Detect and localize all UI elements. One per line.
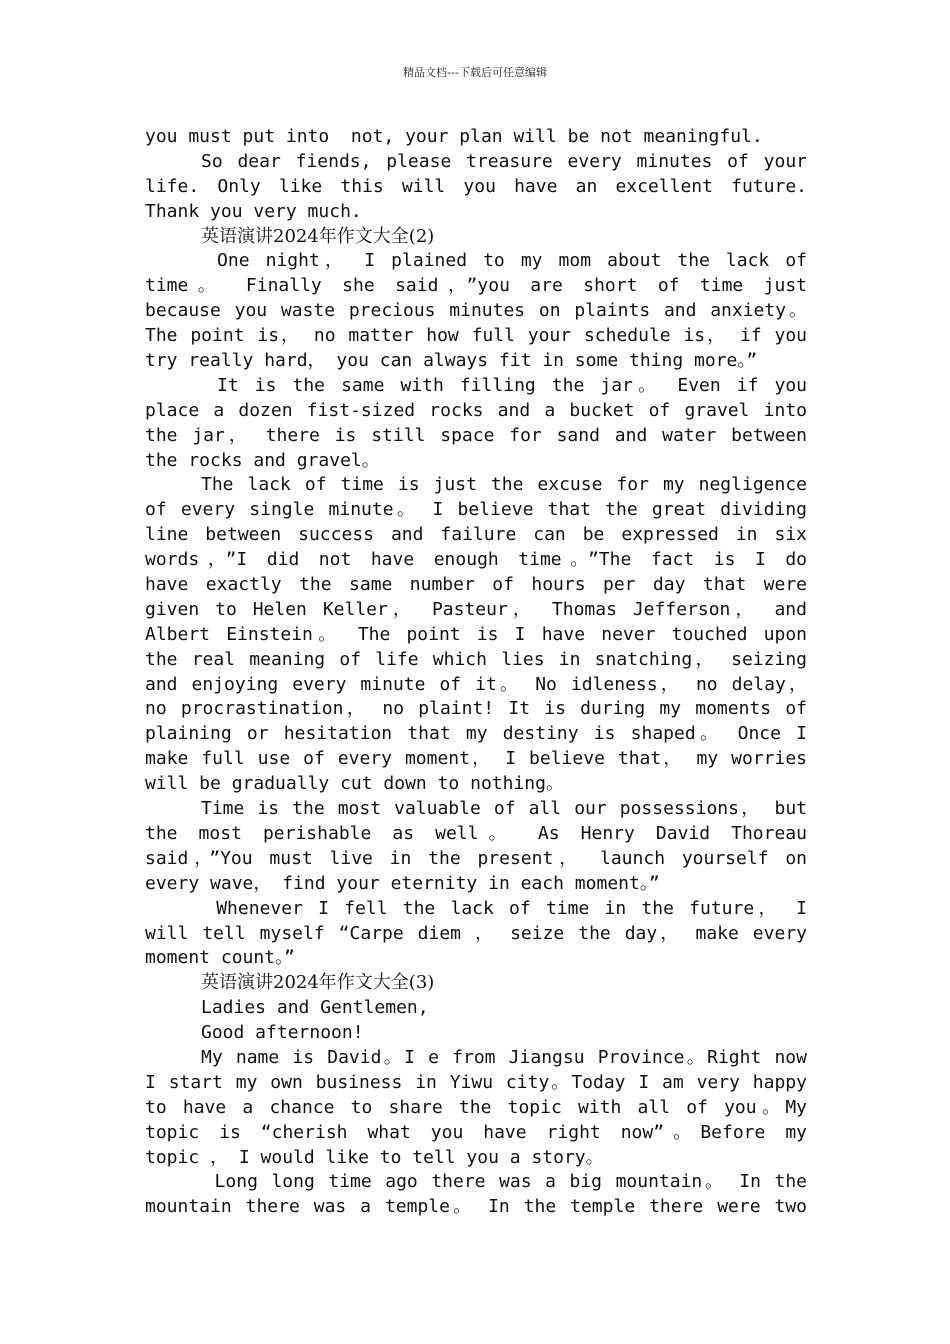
text-line: every wave， find your eternity in each moment。” [145,872,660,894]
text-line: because you waste precious minutes on plaints and anxiety。 [145,300,807,322]
text-line: topic ， I would like to tell you a story。 [145,1146,604,1168]
text-line: words，”I did not have enough time。”The fact is I do [145,549,807,571]
text-line: no procrastination， no plaint! It is during my moments of [145,698,807,720]
text-line: Ladies and Gentlemen, [201,997,429,1019]
text-line: mountain there was a temple。 In the temple there were two [145,1196,807,1218]
text-line: and enjoying every minute of it。 No idleness， no delay， [145,673,807,695]
text-line: My name is David。I e from Jiangsu Province。Right now [201,1046,807,1068]
text-line: will be gradually cut down to nothing。 [145,773,564,795]
text-line: you must put into not, your plan will be not meaningful. [145,126,763,147]
text-line: given to Helen Keller， Pasteur， Thomas Jefferson， and [145,598,807,620]
text-line: I start my own business in Yiwu city。Today I am very happy [145,1071,807,1093]
section-heading: 英语演讲2024年作文大全(2) [201,225,435,247]
text-line: It is the same with filling the jar。 Even if you [201,374,807,396]
text-line: have exactly the same number of hours per day that were [145,574,807,596]
text-line: topic is “cherish what you have right now”。Before my [145,1121,807,1143]
text-line: make full use of every moment， I believe that， my worries [145,748,807,770]
text-line: the most perishable as well。 As Henry David Thoreau [145,822,807,844]
text-line: Thank you very much. [145,200,362,222]
text-line: place a dozen fist-sized rocks and a bucket of gravel into [145,399,807,421]
text-line: Whenever I fell the lack of time in the future， I [201,897,807,919]
text-line: line between success and failure can be expressed in six [145,524,807,546]
text-line: of every single minute。 I believe that the great dividing [145,499,807,521]
text-line: life. Only like this will you have an excellent future. [145,175,807,197]
text-line: the rocks and gravel。 [145,449,380,471]
text-line: One night， I plained to my mom about the lack of [201,250,807,272]
text-line: to have a chance to share the topic with all of you。My [145,1096,807,1118]
text-line: moment count。” [145,947,295,969]
text-line: Good afternoon! [201,1022,364,1044]
text-line: time。 Finally she said，”you are short of time just [145,275,807,297]
text-line: The point is， no matter how full your schedule is， if you [145,325,807,347]
page-header: 精品文档---下载后可任意编辑 [403,66,547,79]
text-line: the jar， there is still space for sand and water between [145,424,807,446]
text-line: will tell myself “Carpe diem ， seize the day， make every [145,922,807,944]
text-line: Time is the most valuable of all our possessions， but [201,798,807,820]
text-line: plaining or hesitation that my destiny is shaped。 Once I [145,723,807,745]
text-line: try really hard， you can always fit in some thing more。” [145,350,758,372]
text-line: the real meaning of life which lies in snatching， seizing [145,648,807,670]
document-body [145,125,807,1220]
text-line: So dear fiends, please treasure every minutes of your [201,150,807,172]
text-line: The lack of time is just the excuse for my negligence [201,474,807,496]
text-line: Long long time ago there was a big mountain。 In the [201,1171,807,1193]
text-line: said，”You must live in the present， launch yourself on [145,847,807,869]
section-heading: 英语演讲2024年作文大全(3) [201,972,435,994]
text-line: Albert Einstein。 The point is I have never touched upon [145,623,807,645]
